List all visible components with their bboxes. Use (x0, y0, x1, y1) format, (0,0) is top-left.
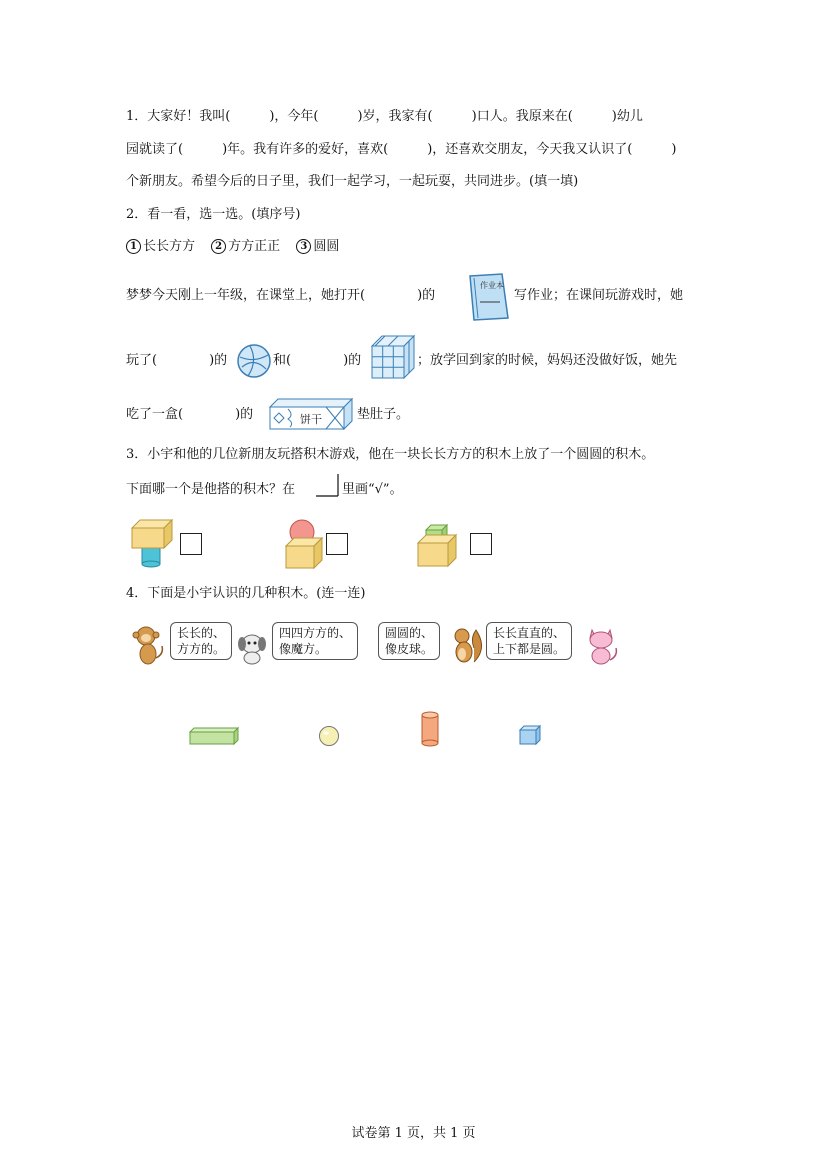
q2-paragraph-1b: 写作业；在课间玩游戏时，她 (514, 288, 684, 303)
q2-paragraph-2c: ；放学回到家的时候，妈妈还没做好饭，她先 (417, 353, 678, 368)
q1-line2: 园就读了( )年。我有许多的爱好，喜欢( )，还喜欢交朋友，今天我又认识了( ) (126, 142, 677, 157)
q2-paragraph-1a: 梦梦今天刚上一年级，在课堂上，她打开( )的 (126, 288, 436, 303)
q2-options (126, 238, 339, 256)
q1-line3: 个新朋友。希望今后的日子里，我们一起学习，一起玩耍，共同进步。(填一填) (126, 174, 579, 189)
sphere-shape[interactable] (318, 725, 340, 747)
speech-bubble-1: 长长的、 方方的。 (170, 622, 232, 660)
checkbox-option-c[interactable] (470, 533, 492, 555)
q2-paragraph-2b: 和( )的 (273, 353, 362, 368)
ball-icon (236, 343, 272, 379)
squirrel-icon (448, 624, 484, 666)
stack-option-a (128, 518, 176, 568)
monkey-icon (128, 624, 168, 666)
checkbox-option-a[interactable] (180, 533, 202, 555)
speech-bubble-3: 圆圆的、 像皮球。 (378, 622, 440, 660)
q2-paragraph-2a: 玩了( )的 (126, 353, 228, 368)
speech-bubble-2: 四四方方的、 像魔方。 (272, 622, 358, 660)
dog-icon (234, 630, 270, 666)
answer-box-glyph (314, 472, 342, 498)
q2-option-3: 3 圆圆 (296, 239, 339, 254)
q2-paragraph-3a: 吃了一盒( )的 (126, 407, 254, 422)
cat-icon (584, 626, 620, 666)
q2-option-1: 1 长长方方 (126, 239, 195, 254)
q2-option-2: 2 方方正正 (211, 239, 280, 254)
stack-option-c (414, 520, 460, 568)
q3-line2a: 下面哪一个是他搭的积木？在 (126, 482, 296, 497)
q2-paragraph-3b: 垫肚子。 (357, 407, 410, 422)
cuboid-shape[interactable] (188, 726, 240, 746)
rubik-cube-icon (370, 334, 416, 380)
biscuit-box-label: 饼干 (300, 413, 322, 426)
speech-bubble-4: 长长直直的、 上下都是圆。 (486, 622, 572, 660)
q3-line2b: 里画“√”。 (342, 482, 403, 497)
q2-title: 2．看一看，选一选。(填序号) (126, 207, 301, 222)
biscuit-box-icon (268, 397, 354, 431)
q3-line1: 3．小宇和他的几位新朋友玩搭积木游戏，他在一块长长方方的积木上放了一个圆圆的积木。 (126, 447, 655, 462)
cube-shape[interactable] (518, 724, 542, 746)
page-footer: 试卷第 1 页，共 1 页 (351, 1126, 476, 1141)
homework-book-label: 作业本 (480, 281, 504, 290)
stack-option-b (282, 518, 326, 570)
homework-book-icon (466, 272, 510, 324)
cylinder-shape[interactable] (420, 711, 440, 747)
checkbox-option-b[interactable] (326, 533, 348, 555)
q4-title: 4．下面是小宇认识的几种积木。(连一连) (126, 586, 366, 601)
q1-line1: 1．大家好！我叫( )，今年( )岁，我家有( )口人。我原来在( )幼儿 (126, 109, 643, 124)
